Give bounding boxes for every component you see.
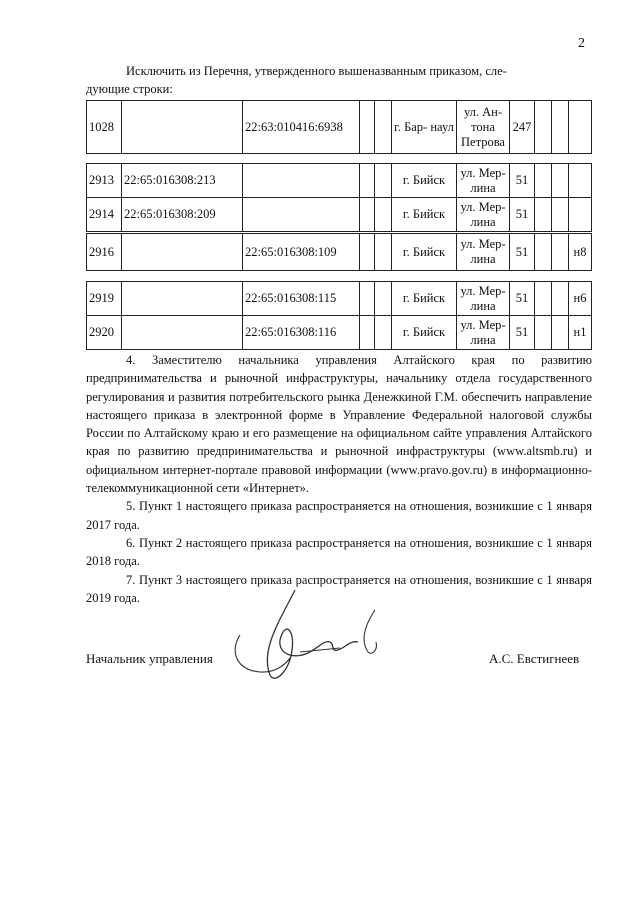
premises-cell: н6 (569, 282, 592, 316)
blank-cell (535, 198, 552, 232)
cadastral-number-2: 22:63:010416:6938 (243, 101, 360, 154)
city-cell: г. Бийск (392, 282, 457, 316)
blank-cell (552, 234, 569, 271)
blank-cell (375, 234, 392, 271)
city-cell: г. Бар- наул (392, 101, 457, 154)
exclusion-table (86, 100, 592, 154)
house-number-cell: 51 (510, 198, 535, 232)
house-number-cell: 51 (510, 316, 535, 350)
cadastral-number-2 (243, 198, 360, 232)
paragraph-5: 5. Пункт 1 настоящего приказа распространяется на отношения, возникшие с 1 января 2017 года. (86, 499, 592, 532)
street-cell: ул. Мер- лина (457, 316, 510, 350)
blank-cell (360, 164, 375, 198)
row-number: 2914 (87, 198, 122, 232)
blank-cell (375, 164, 392, 198)
city-cell: г. Бийск (392, 316, 457, 350)
blank-cell (552, 282, 569, 316)
blank-cell (535, 101, 552, 154)
exclusion-table (86, 281, 592, 350)
signatory-title: Начальник управления (86, 651, 213, 666)
row-number: 2916 (87, 234, 122, 271)
blank-cell (552, 198, 569, 232)
premises-cell (569, 198, 592, 232)
blank-cell (552, 164, 569, 198)
intro-line-2: дующие строки: (86, 82, 173, 96)
intro-line-1: Исключить из Перечня, утвержденного вышеназванным приказом, сле- (126, 64, 507, 78)
cadastral-number-1 (122, 316, 243, 350)
city-cell: г. Бийск (392, 164, 457, 198)
premises-cell: н8 (569, 234, 592, 271)
row-number: 1028 (87, 101, 122, 154)
blank-cell (535, 234, 552, 271)
city-cell: г. Бийск (392, 234, 457, 271)
body-text (86, 351, 592, 607)
blank-cell (552, 316, 569, 350)
cadastral-number-1 (122, 101, 243, 154)
blank-cell (360, 316, 375, 350)
blank-cell (375, 316, 392, 350)
signatory-name: А.С. Евстигнеев (489, 651, 580, 666)
blank-cell (535, 282, 552, 316)
paragraph-4: 4. Заместителю начальника управления Алтайского края по развитию предпринимательства и рыночной инфраструктуры, начальнику отдела государственного регулирования и развития потребительского рынка Денежкиной Г.М. обеспечить направление настоящего приказа в электронной форме в Управление Федеральной налоговой службы России по Алтайскому краю и его размещение на официальном сайте управления Алтайского края по развитию предпринимательства и рыночной инфраструктуры (www.altsmb.ru) и официальном интернет-портале правовой информации (www.pravo.gov.ru) в информационно-телекоммуникационной сети «Интернет». (86, 353, 592, 496)
blank-cell (535, 316, 552, 350)
row-number: 2919 (87, 282, 122, 316)
street-cell: ул. Ан- тона Петрова (457, 101, 510, 154)
paragraph-7: 7. Пункт 3 настоящего приказа распространяется на отношения, возникшие с 1 января 2019 года. (86, 572, 592, 605)
house-number-cell: 247 (510, 101, 535, 154)
cadastral-number-1: 22:65:016308:209 (122, 198, 243, 232)
intro-text (86, 62, 592, 98)
row-number: 2920 (87, 316, 122, 350)
blank-cell (375, 198, 392, 232)
house-number-cell: 51 (510, 234, 535, 271)
street-cell: ул. Мер- лина (457, 234, 510, 271)
paragraph-6: 6. Пункт 2 настоящего приказа распространяется на отношения, возникшие с 1 января 2018 года. (86, 535, 592, 569)
street-cell: ул. Мер- лина (457, 198, 510, 232)
premises-cell (569, 164, 592, 198)
blank-cell (375, 282, 392, 316)
blank-cell (535, 164, 552, 198)
table-row (87, 316, 592, 350)
cadastral-number-1 (122, 234, 243, 271)
premises-cell: н1 (569, 316, 592, 350)
street-cell: ул. Мер- лина (457, 164, 510, 198)
blank-cell (360, 198, 375, 232)
table-row (87, 234, 592, 271)
exclusion-table (86, 163, 592, 232)
city-cell: г. Бийск (392, 198, 457, 232)
table-row (87, 198, 592, 232)
cadastral-number-1: 22:65:016308:213 (122, 164, 243, 198)
blank-cell (360, 101, 375, 154)
cadastral-number-2: 22:65:016308:115 (243, 282, 360, 316)
blank-cell (375, 101, 392, 154)
premises-cell (569, 101, 592, 154)
blank-cell (552, 101, 569, 154)
street-cell: ул. Мер- лина (457, 282, 510, 316)
cadastral-number-2 (243, 164, 360, 198)
blank-cell (360, 234, 375, 271)
table-row (87, 101, 592, 154)
row-number: 2913 (87, 164, 122, 198)
blank-cell (360, 282, 375, 316)
table-row (87, 164, 592, 198)
handwritten-signature (200, 580, 400, 690)
house-number-cell: 51 (510, 164, 535, 198)
cadastral-number-2: 22:65:016308:116 (243, 316, 360, 350)
exclusion-table (86, 233, 592, 271)
cadastral-number-1 (122, 282, 243, 316)
table-row (87, 282, 592, 316)
cadastral-number-2: 22:65:016308:109 (243, 234, 360, 271)
page-number: 2 (578, 36, 585, 51)
house-number-cell: 51 (510, 282, 535, 316)
